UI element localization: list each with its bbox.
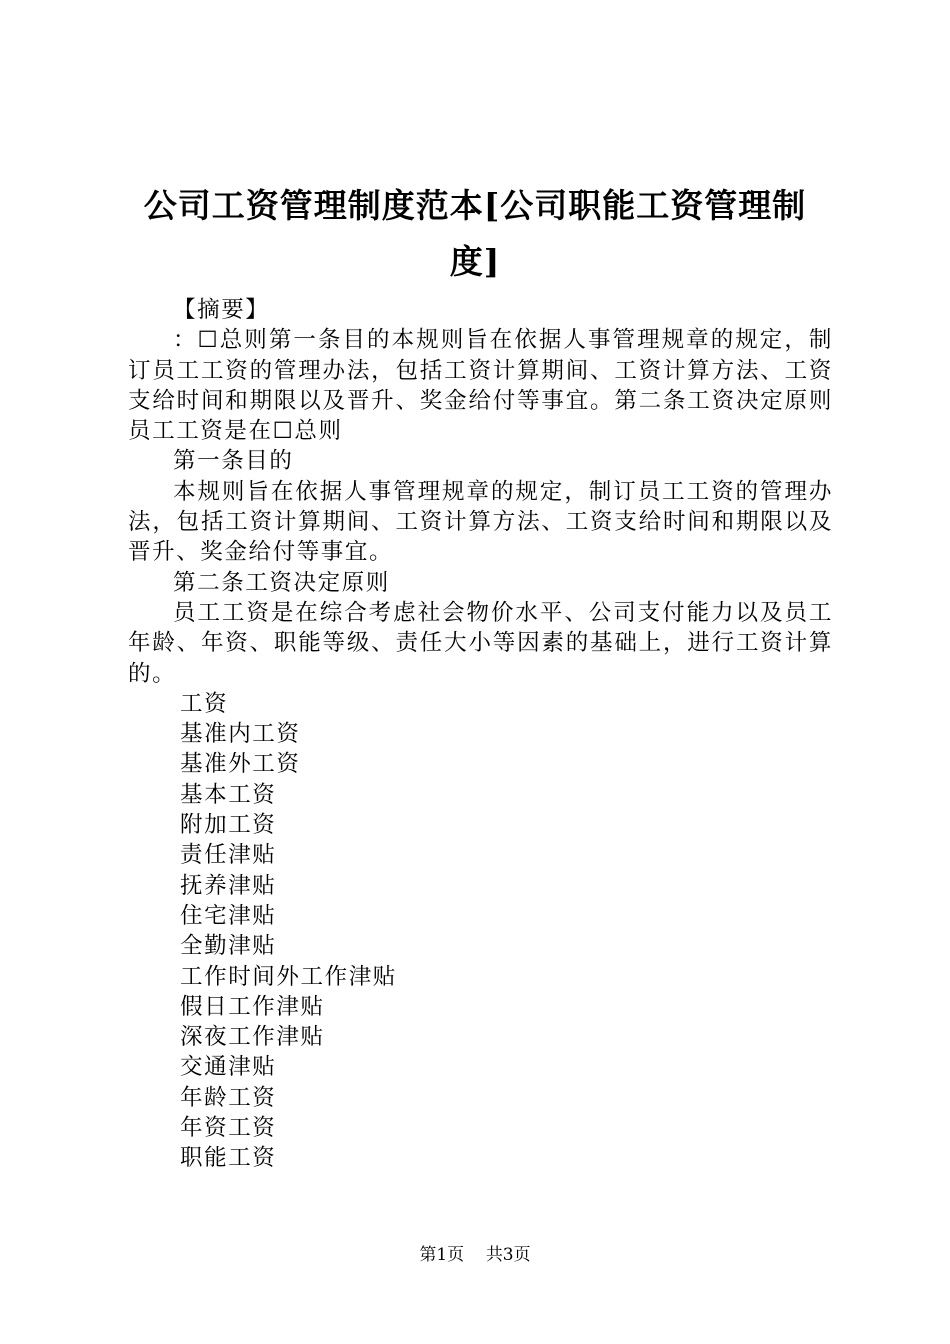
document-body	[128, 295, 833, 1174]
list-item: 工资	[180, 690, 229, 717]
list-item: 年资工资	[180, 1115, 277, 1142]
list-item: 假日工作津贴	[180, 993, 325, 1020]
page-footer	[0, 1243, 950, 1267]
list-item: 年龄工资	[180, 1084, 277, 1111]
article-1-heading: 第一条目的	[173, 448, 294, 475]
list-item: 抚养津贴	[180, 872, 277, 899]
footer-spacer	[470, 1245, 481, 1265]
document-title: 公司工资管理制度范本[公司职能工资管理制度]	[143, 186, 807, 281]
page-number: 第1页	[419, 1245, 465, 1265]
list-item: 基准外工资	[180, 751, 301, 778]
article-2-text: 员工工资是在综合考虑社会物价水平、公司支付能力以及员工年龄、年资、职能等级、责任大小等因素的基础上，进行工资计算的。	[128, 599, 833, 687]
page-total: 共3页	[485, 1245, 531, 1265]
list-item: 附加工资	[180, 812, 277, 839]
list-item: 职能工资	[180, 1145, 277, 1172]
abstract-text: ：☐总则第一条目的本规则旨在依据人事管理规章的规定，制订员工工资的管理办法，包括工资计算期间、工资计算方法、工资支给时间和期限以及晋升、奖金给付等事宜。第二条工资决定原则员工工资是在☐总则	[128, 327, 833, 445]
list-item: 责任津贴	[180, 842, 277, 869]
list-item: 全勤津贴	[180, 933, 277, 960]
list-item: 基准内工资	[180, 721, 301, 748]
abstract-heading: 【摘要】	[173, 297, 270, 323]
article-2-heading: 第二条工资决定原则	[173, 569, 390, 596]
list-item: 基本工资	[180, 781, 277, 808]
list-item: 工作时间外工作津贴	[180, 963, 397, 990]
list-item: 交通津贴	[180, 1054, 277, 1081]
article-1-text: 本规则旨在依据人事管理规章的规定，制订员工工资的管理办法，包括工资计算期间、工资计算方法、工资支给时间和期限以及晋升、奖金给付等事宜。	[128, 478, 833, 566]
list-item: 住宅津贴	[180, 902, 277, 929]
list-item: 深夜工作津贴	[180, 1024, 325, 1051]
